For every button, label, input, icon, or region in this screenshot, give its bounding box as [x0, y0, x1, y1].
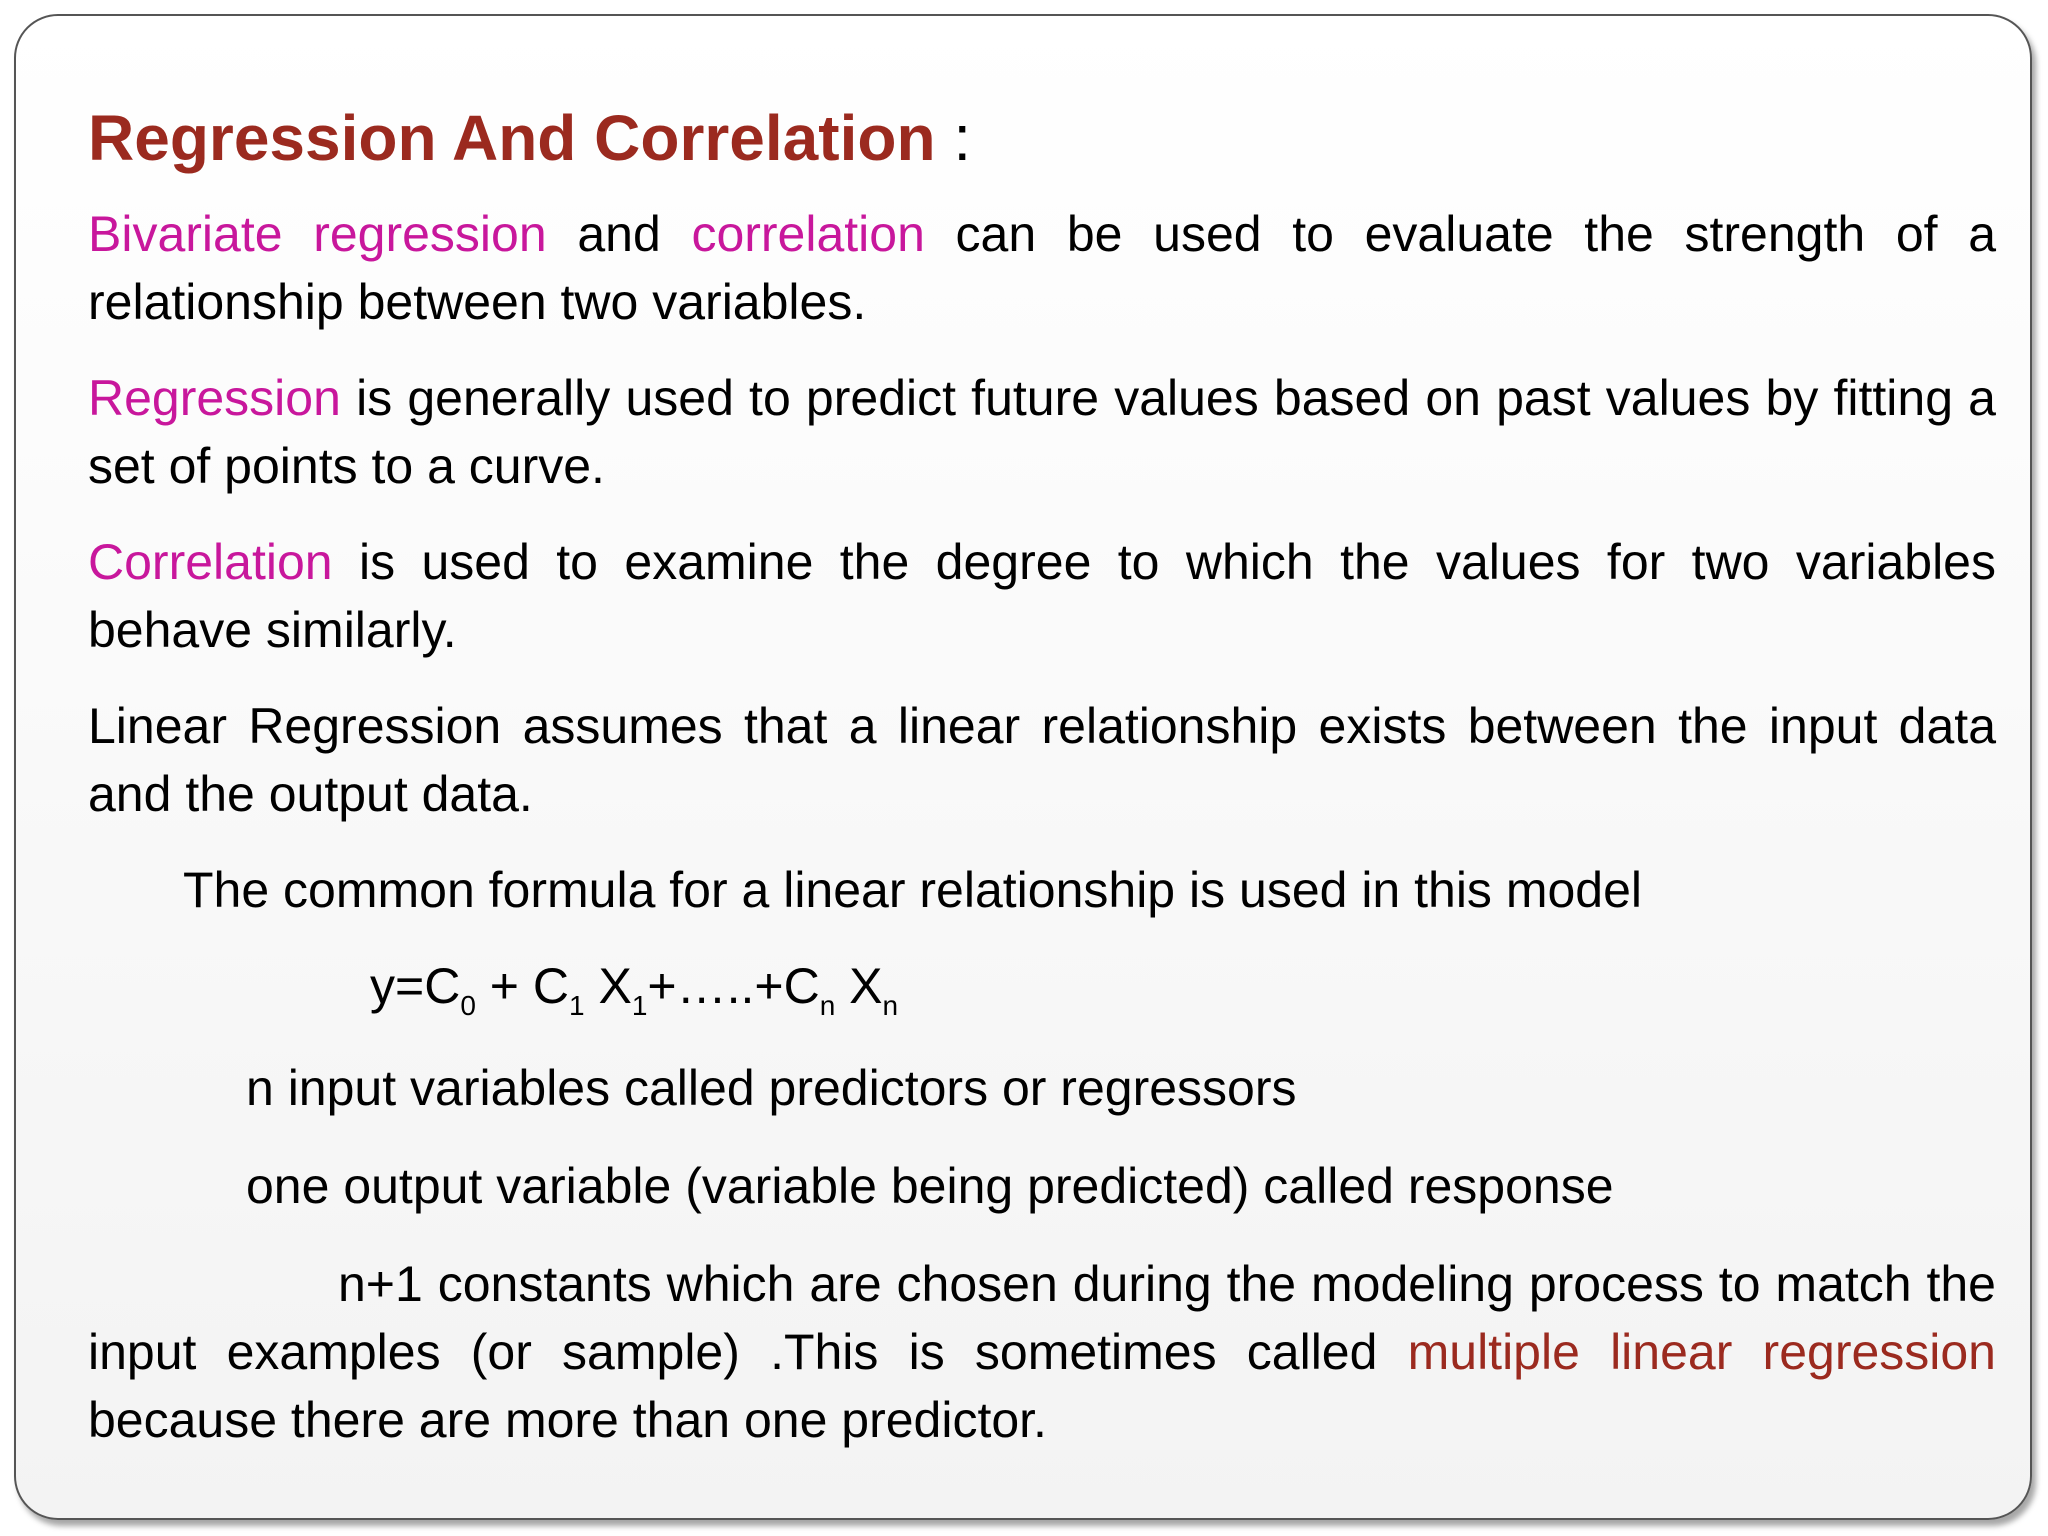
predictors-line: n input variables called predictors or regressors — [246, 1060, 1297, 1116]
formula-subscript: 0 — [460, 990, 476, 1021]
term-bivariate-regression: Bivariate regression — [88, 206, 547, 262]
term-correlation-definition: Correlation — [88, 534, 333, 590]
term-correlation: correlation — [691, 206, 925, 262]
term-regression: Regression — [88, 370, 341, 426]
formula-intro: The common formula for a linear relationship is used in this model — [183, 862, 1643, 918]
formula-subscript: n — [882, 990, 899, 1021]
paragraph-text: can be used to evaluate the strength of a relationship between two variables. — [88, 206, 1997, 330]
slide-title-text: Regression And Correlation — [88, 102, 936, 174]
paragraph-regression — [88, 364, 1996, 500]
paragraph-text: and — [546, 206, 692, 262]
formula-part: y=C — [370, 958, 461, 1014]
formula-part: +…..+C — [647, 958, 820, 1014]
paragraph-text: is used to examine the degree to which the values for two variables behave similarly. — [88, 534, 1996, 658]
regression-formula — [88, 952, 1996, 1020]
formula-subscript: 1 — [631, 990, 648, 1021]
formula-part: + C — [475, 958, 569, 1014]
slide-content — [88, 96, 1996, 1454]
formula-part: X — [835, 958, 883, 1014]
formula-subscript: 1 — [568, 990, 585, 1021]
response-line: one output variable (variable being predicted) called response — [246, 1158, 1614, 1214]
paragraph-constants — [88, 1250, 1996, 1454]
slide-title — [88, 96, 1996, 180]
paragraph-correlation — [88, 528, 1996, 664]
paragraph-text: because there are more than one predictor. — [88, 1392, 1047, 1448]
paragraph-bivariate — [88, 200, 1996, 336]
slide-title-colon: : — [953, 102, 972, 174]
slide-frame — [14, 14, 2032, 1520]
term-multiple-linear-regression: multiple linear regression — [1407, 1324, 1996, 1380]
formula-subscript: n — [819, 990, 836, 1021]
paragraph-text: n+1 constants which are chosen during the modeling process to match the input examples (or sample) .This is sometimes called — [88, 1256, 1996, 1380]
formula-part: X — [584, 958, 632, 1014]
paragraph-text: is generally used to predict future values based on past values by fitting a set of points to a curve. — [88, 370, 1996, 494]
paragraph-linear-regression: Linear Regression assumes that a linear relationship exists between the input data and the output data. — [88, 698, 1996, 822]
